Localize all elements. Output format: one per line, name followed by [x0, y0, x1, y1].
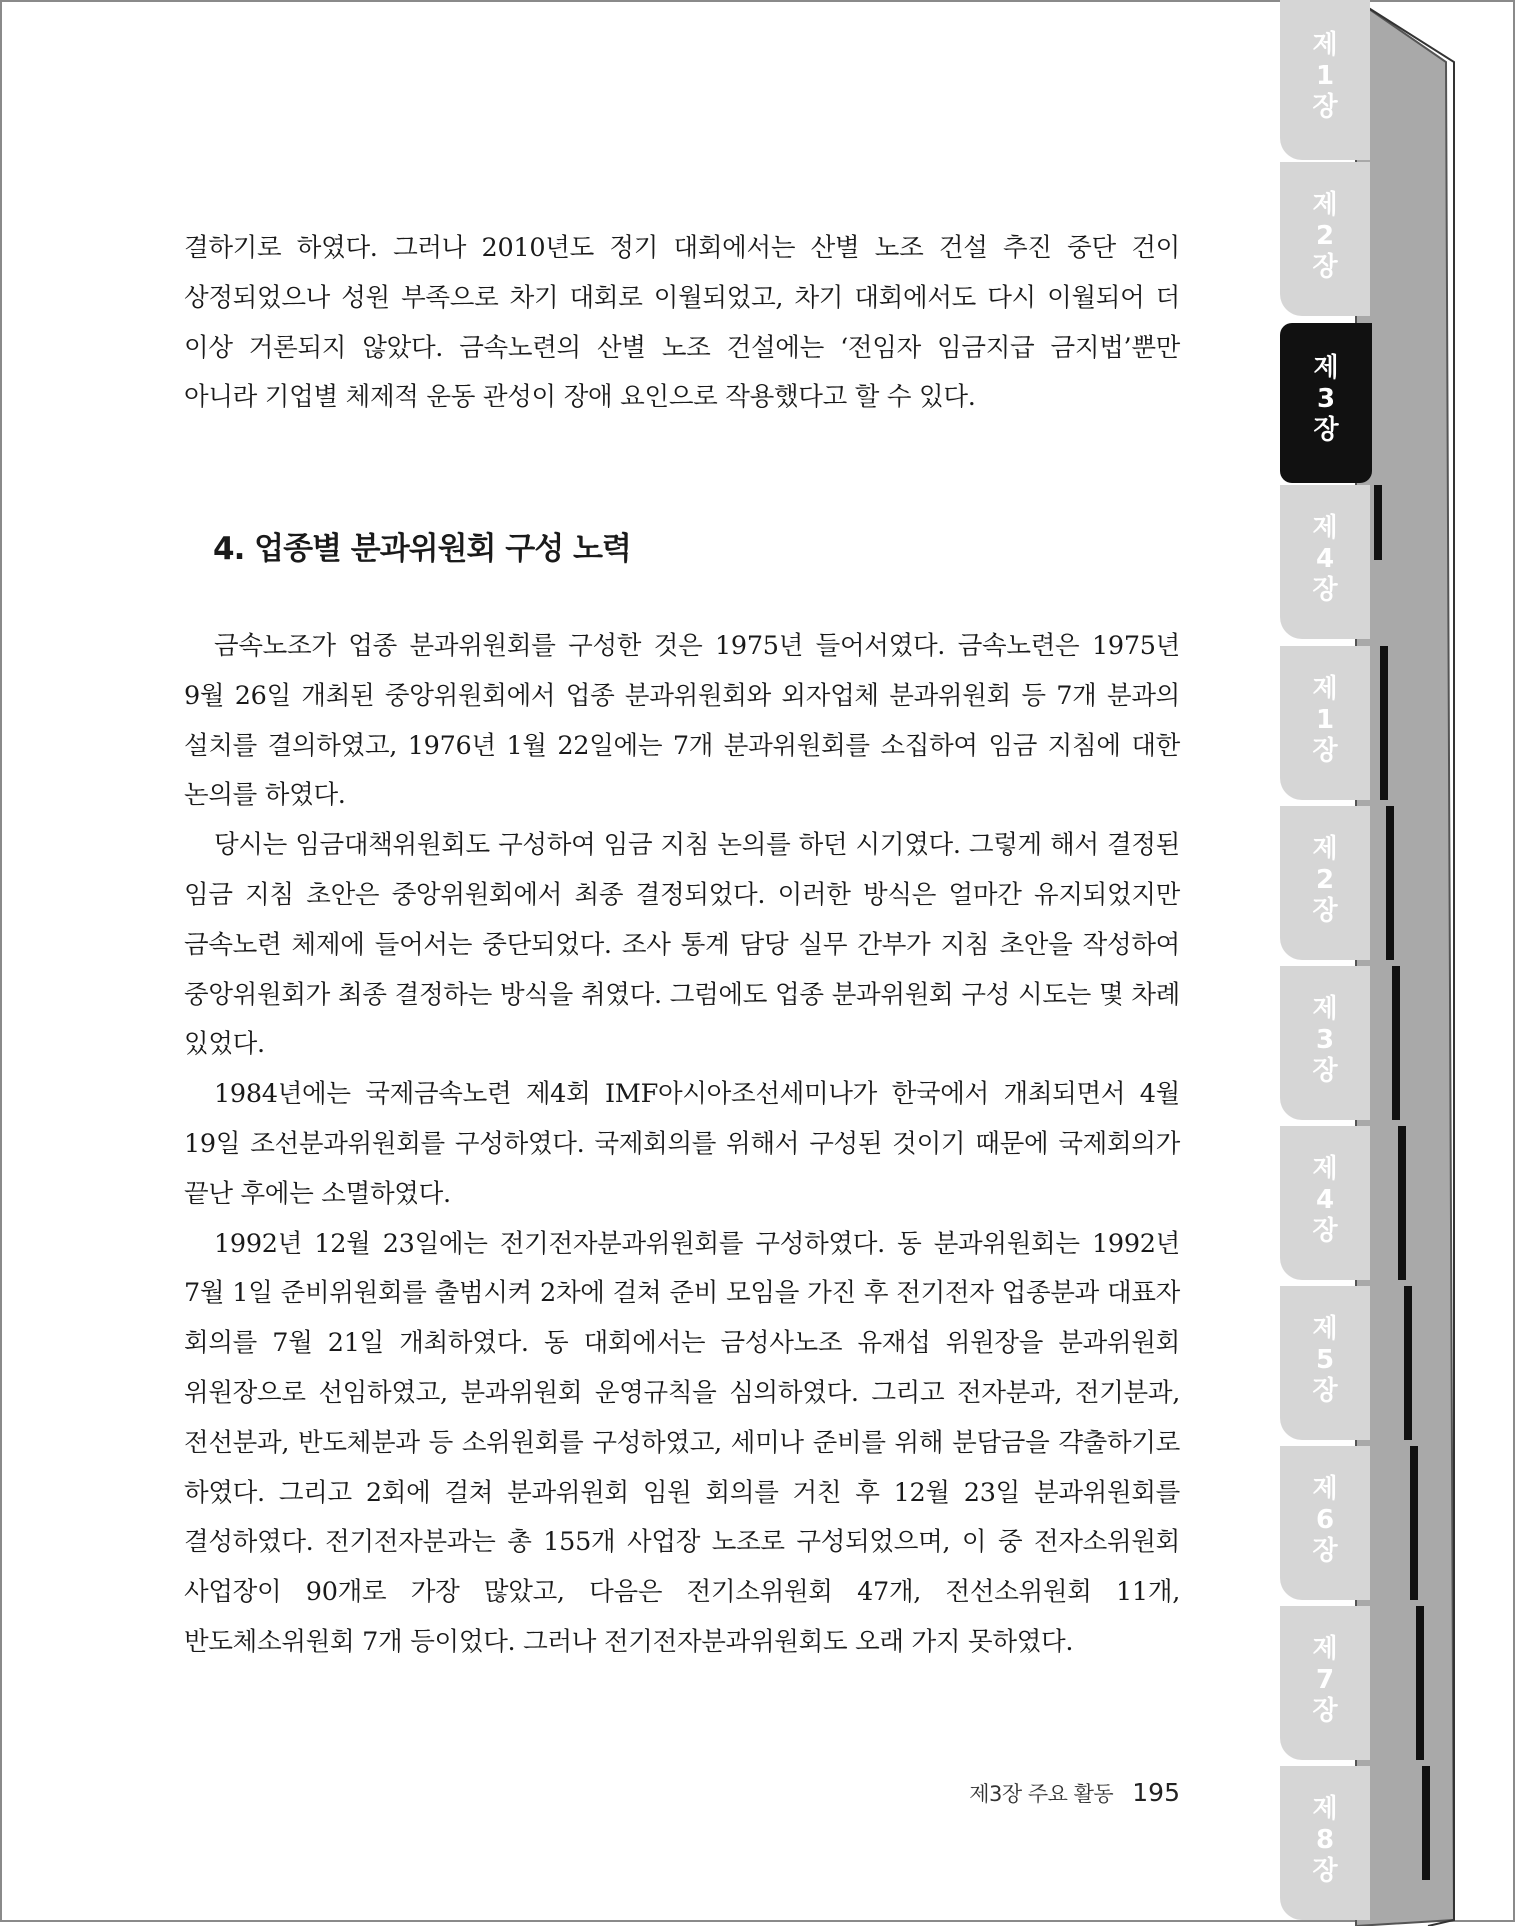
- chapter-tab[interactable]: [1280, 1126, 1370, 1280]
- section-heading: 4. 업종별 분과위원회 구성 노력: [213, 531, 631, 567]
- chapter-tab-num: 1: [1315, 61, 1335, 91]
- chapter-tab-prefix: 제: [1312, 1634, 1338, 1664]
- chapter-tab-prefix: 제: [1312, 513, 1338, 543]
- chapter-tab[interactable]: [1280, 485, 1370, 639]
- chapter-tab-num: 5: [1315, 1345, 1335, 1375]
- running-footer-chapter: 제3장 주요 활동: [969, 1782, 1114, 1806]
- book-page-edge: [1350, 0, 1519, 1926]
- chapter-tab-prefix: 제: [1312, 190, 1338, 220]
- chapter-tab-prefix: 제: [1312, 1154, 1338, 1184]
- paragraph: 1992년 12월 23일에는 전기전자분과위원회를 구성하였다. 동 분과위원회는 1992년 7월 1일 준비위원회를 출범시켜 2차에 걸쳐 준비 모임을 가진 후 전기전자 업종분과 대표자 회의를 7월 21일 개최하였다. 동 대회에서는 금성사노조 유재섭 위원장을 분과위원회 위원장으로 선임하였고, 분과위원회 운영규칙을 심의하였다. 그리고 전자분과, 전기분과, 전선분과, 반도체분과 등 소위원회를 구성하였고, 세미나 준비를 위해 분담금을 갹출하기로 하였다. 그리고 2회에 걸쳐 분과위원회 임원 회의를 거친 후 12월 23일 분과위원회를 결성하였다. 전기전자분과는 총 155개 사업장 노조로 구성되었으며, 이 중 전자소위원회 사업장이 90개로 가장 많았고, 다음은 전기소위원회 47개, 전선소위원회 11개, 반도체소위원회 7개 등이었다. 그러나 전기전자분과위원회도 오래 가지 못하였다.: [184, 1228, 1180, 1657]
- paragraph: 결하기로 하였다. 그러나 2010년도 정기 대회에서는 산별 노조 건설 추진 중단 건이 상정되었으나 성원 부족으로 차기 대회로 이월되었고, 차기 대회에서도 다시 이월되어 더 이상 거론되지 않았다. 금속노련의 산별 노조 건설에는 ‘전임자 임금지급 금지법’뿐만 아니라 기업별 체제적 운동 관성이 장애 요인으로 작용했다고 할 수 있다.: [184, 233, 1180, 413]
- chapter-tab-num: 2: [1315, 221, 1335, 251]
- paragraph: 당시는 임금대책위원회도 구성하여 임금 지침 논의를 하던 시기였다. 그렇게 해서 결정된 임금 지침 초안은 중앙위원회에서 최종 결정되었다. 이러한 방식은 얼마간 유지되었지만 금속노련 체제에 들어서는 중단되었다. 조사 통계 담당 실무 간부가 지침 초안을 작성하여 중앙위원회가 최종 결정하는 방식을 취였다. 그럼에도 업종 분과위원회 구성 시도는 몇 차례 있었다.: [184, 830, 1180, 1060]
- chapter-tab-suffix: 장: [1312, 1536, 1338, 1566]
- chapter-tab[interactable]: [1280, 162, 1370, 316]
- chapter-tab-suffix: 장: [1312, 896, 1338, 926]
- chapter-tab-suffix: 장: [1312, 1376, 1338, 1406]
- chapter-tab-num: 7: [1315, 1665, 1335, 1695]
- chapter-tab[interactable]: [1280, 646, 1370, 800]
- chapter-tab-num: 2: [1315, 865, 1335, 895]
- chapter-tab[interactable]: [1280, 0, 1370, 160]
- chapter-tab-prefix: 제: [1312, 834, 1338, 864]
- page-footer: [960, 1778, 1180, 1808]
- chapter-tab-num: 8: [1315, 1825, 1335, 1855]
- chapter-tab-num: 6: [1315, 1505, 1335, 1535]
- chapter-tab-num: 3: [1316, 384, 1336, 414]
- chapter-tab-prefix: 제: [1313, 353, 1339, 383]
- chapter-tab-num: 1: [1315, 705, 1335, 735]
- chapter-tab-prefix: 제: [1312, 1794, 1338, 1824]
- chapter-tab-prefix: 제: [1312, 1314, 1338, 1344]
- chapter-tab-suffix: 장: [1312, 92, 1338, 122]
- chapter-tab-prefix: 제: [1312, 994, 1338, 1024]
- chapter-tab-prefix: 제: [1312, 1474, 1338, 1504]
- section-body: [184, 622, 1180, 1668]
- chapter-tab-prefix: 제: [1312, 30, 1338, 60]
- chapter-tab-num: 4: [1315, 1185, 1335, 1215]
- chapter-tab-num: 4: [1315, 544, 1335, 574]
- chapter-tab-suffix: 장: [1312, 575, 1338, 605]
- paragraph: 1984년에는 국제금속노련 제4회 IMF아시아조선세미나가 한국에서 개최되면서 4월 19일 조선분과위원회를 구성하였다. 국제회의를 위해서 구성된 것이기 때문에 국제회의가 끝난 후에는 소멸하였다.: [184, 1079, 1180, 1209]
- page-number: 195: [1132, 1778, 1180, 1807]
- chapter-tab-suffix: 장: [1312, 1696, 1338, 1726]
- chapter-tab[interactable]: [1280, 1446, 1370, 1600]
- chapter-tab[interactable]: [1280, 1766, 1370, 1920]
- chapter-tab-suffix: 장: [1312, 736, 1338, 766]
- chapter-tab-suffix: 장: [1312, 1856, 1338, 1886]
- chapter-tab-suffix: 장: [1313, 415, 1339, 445]
- paragraph: 금속노조가 업종 분과위원회를 구성한 것은 1975년 들어서였다. 금속노련은 1975년 9월 26일 개최된 중앙위원회에서 업종 분과위원회와 외자업체 분과위원회 등 7개 분과의 설치를 결의하였고, 1976년 1월 22일에는 7개 분과위원회를 소집하여 임금 지침에 대한 논의를 하였다.: [184, 631, 1180, 811]
- chapter-tab-suffix: 장: [1312, 1216, 1338, 1246]
- chapter-tab[interactable]: [1280, 806, 1370, 960]
- chapter-tab[interactable]: [1280, 1286, 1370, 1440]
- chapter-tab[interactable]: [1280, 966, 1370, 1120]
- chapter-tab-suffix: 장: [1312, 1056, 1338, 1086]
- chapter-tab[interactable]: [1280, 1606, 1370, 1760]
- chapter-tab-prefix: 제: [1312, 674, 1338, 704]
- body-text-top: [184, 224, 1180, 423]
- chapter-tab-num: 3: [1315, 1025, 1335, 1055]
- chapter-tab-strip: [1280, 0, 1370, 1926]
- chapter-tab-suffix: 장: [1312, 252, 1338, 282]
- chapter-tab[interactable]: [1280, 323, 1372, 483]
